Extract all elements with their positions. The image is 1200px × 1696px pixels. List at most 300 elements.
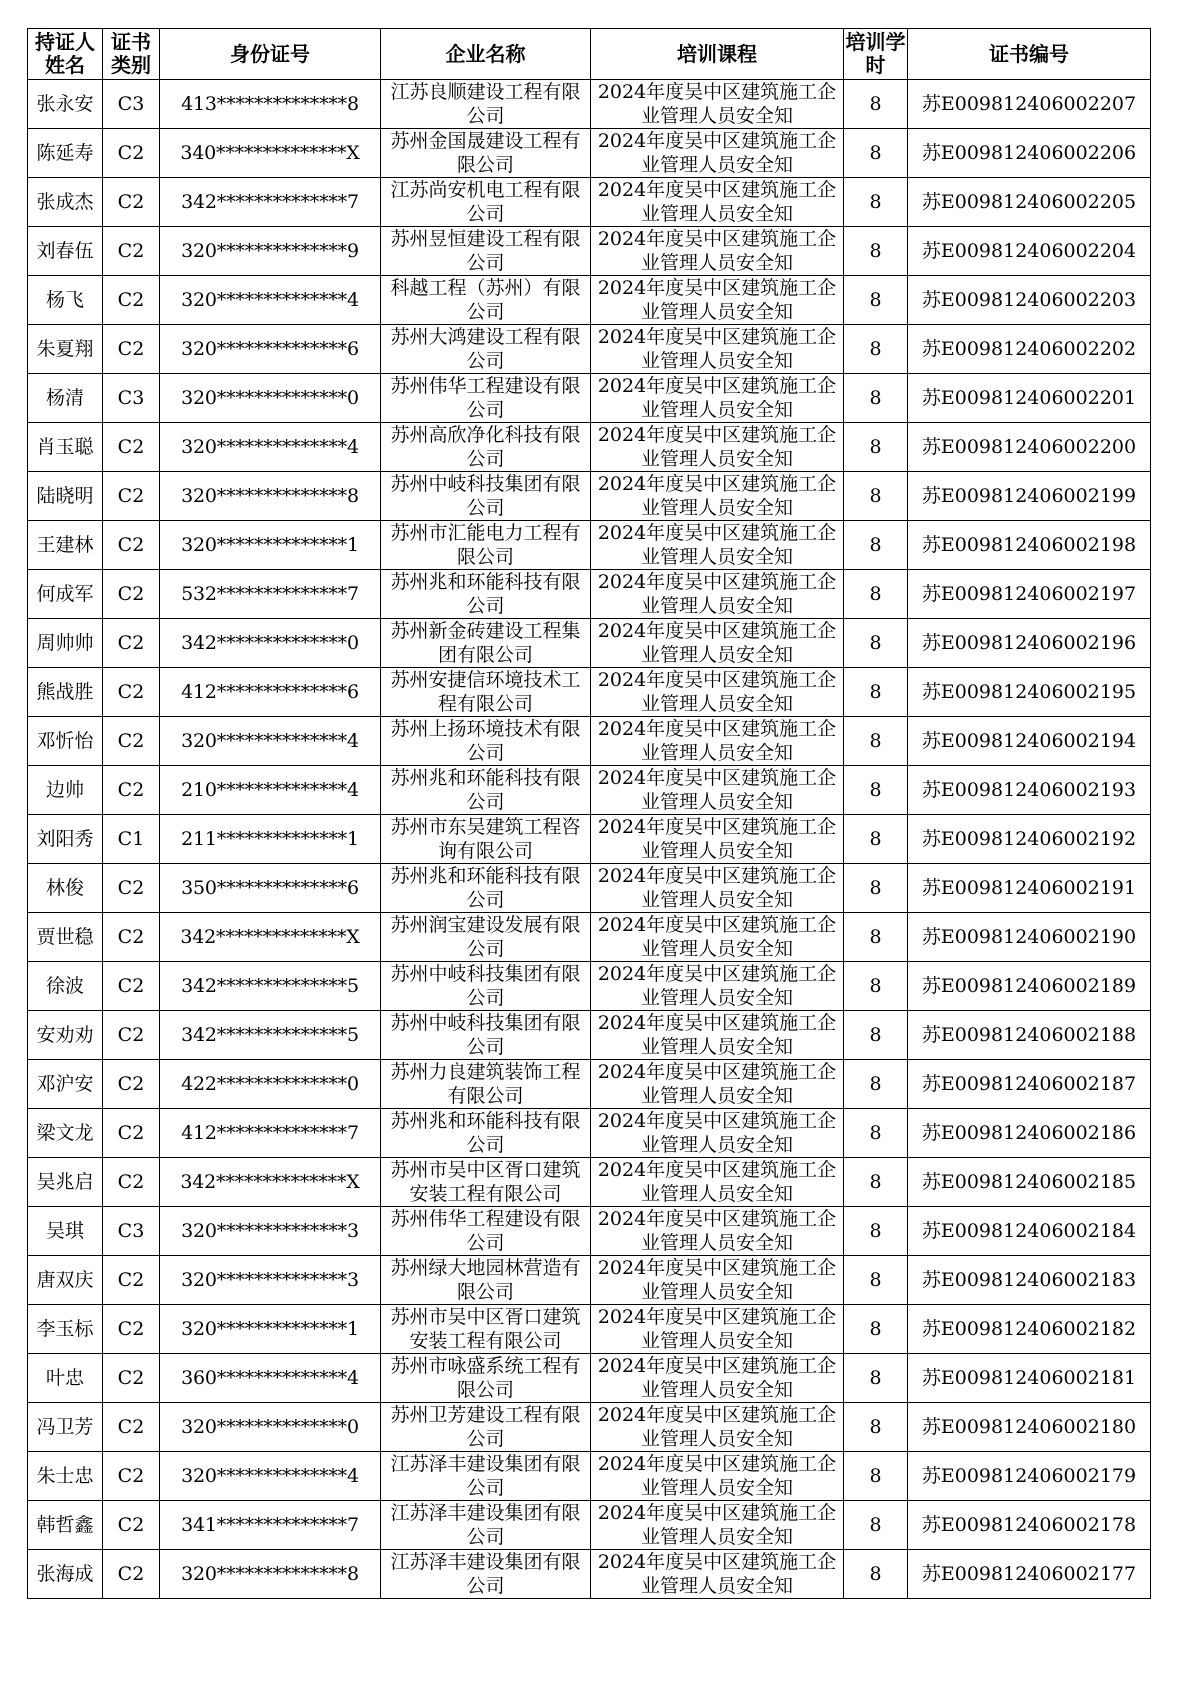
course-cell [591, 913, 844, 962]
id-number-cell [160, 1011, 381, 1060]
holder-name-cell-text: 朱士忠 [36, 1465, 94, 1487]
company-cell-text: 苏州伟华工程建设有限公司 [390, 1208, 581, 1254]
holder-name-cell [28, 1403, 103, 1452]
holder-name-cell [28, 423, 103, 472]
hours-cell-text: 8 [869, 1171, 882, 1193]
hours-cell-text: 8 [869, 338, 882, 360]
company-cell [381, 178, 591, 227]
holder-name-cell [28, 570, 103, 619]
course-cell [591, 472, 844, 521]
table-row [28, 129, 1151, 178]
id-number-cell [160, 1452, 381, 1501]
cert-type-cell [103, 717, 160, 766]
holder-name-cell-text: 杨清 [45, 387, 84, 409]
cert-number-cell-text: 苏E009812406002196 [921, 632, 1137, 654]
company-cell-text: 苏州兆和环能科技有限公司 [390, 1110, 581, 1156]
course-cell-text: 2024年度吴中区建筑施工企业管理人员安全知 [597, 375, 837, 421]
cert-type-cell-text: C2 [117, 1465, 145, 1487]
table-row [28, 1256, 1151, 1305]
cert-number-cell-text: 苏E009812406002185 [921, 1171, 1137, 1193]
hours-cell [844, 962, 908, 1011]
cert-type-cell-text: C2 [117, 289, 145, 311]
table-row [28, 766, 1151, 815]
table-row [28, 80, 1151, 129]
cert-number-cell-text: 苏E009812406002199 [921, 485, 1137, 507]
company-cell-text: 苏州昱恒建设工程有限公司 [390, 228, 581, 274]
cert-type-cell-text: C1 [117, 828, 145, 850]
cert-type-cell-text: C2 [117, 877, 145, 899]
id-number-cell [160, 913, 381, 962]
cert-type-cell [103, 178, 160, 227]
id-number-cell [160, 472, 381, 521]
hours-cell [844, 864, 908, 913]
hours-cell-text: 8 [869, 926, 882, 948]
cert-number-cell [908, 619, 1151, 668]
cert-number-cell [908, 374, 1151, 423]
cert-type-cell-text: C2 [117, 681, 145, 703]
cert-number-cell [908, 1207, 1151, 1256]
cert-type-cell-text: C2 [117, 583, 145, 605]
cert-type-cell-text: C2 [117, 534, 145, 556]
id-number-cell-text: 211**************1 [181, 828, 359, 850]
course-cell [591, 178, 844, 227]
id-number-cell [160, 1550, 381, 1599]
cert-type-cell [103, 570, 160, 619]
company-cell-text: 苏州市吴中区胥口建筑安装工程有限公司 [390, 1159, 581, 1205]
holder-name-cell-text: 安劝劝 [36, 1024, 94, 1046]
holder-name-cell-text: 杨飞 [45, 289, 84, 311]
company-cell-text: 苏州中岐科技集团有限公司 [390, 473, 581, 519]
id-number-cell [160, 80, 381, 129]
holder-name-cell-text: 李玉标 [36, 1318, 94, 1340]
hours-cell [844, 619, 908, 668]
cert-number-cell-text: 苏E009812406002177 [921, 1563, 1137, 1585]
hours-cell [844, 1060, 908, 1109]
cert-number-cell-text: 苏E009812406002202 [921, 338, 1137, 360]
table-row [28, 1060, 1151, 1109]
company-cell-text: 苏州中岐科技集团有限公司 [390, 963, 581, 1009]
holder-name-cell-text: 吴兆启 [36, 1171, 94, 1193]
hours-cell [844, 227, 908, 276]
holder-name-cell [28, 766, 103, 815]
id-number-cell [160, 1305, 381, 1354]
cert-type-cell-text: C3 [117, 93, 145, 115]
cert-number-cell [908, 717, 1151, 766]
course-cell [591, 1354, 844, 1403]
course-cell-text: 2024年度吴中区建筑施工企业管理人员安全知 [597, 767, 837, 813]
cert-type-cell [103, 1011, 160, 1060]
id-number-cell-text: 342**************0 [181, 632, 359, 654]
hours-cell [844, 1158, 908, 1207]
cert-type-cell-text: C2 [117, 730, 145, 752]
id-number-cell [160, 1354, 381, 1403]
table-row [28, 325, 1151, 374]
hours-cell-text: 8 [869, 583, 882, 605]
hours-cell [844, 1011, 908, 1060]
company-cell-text: 苏州中岐科技集团有限公司 [390, 1012, 581, 1058]
company-cell-text: 苏州安捷信环境技术工程有限公司 [390, 669, 581, 715]
hours-cell-text: 8 [869, 534, 882, 556]
cert-type-cell-text: C2 [117, 975, 145, 997]
cert-number-cell [908, 325, 1151, 374]
id-number-cell [160, 1060, 381, 1109]
holder-name-cell-text: 边帅 [45, 779, 84, 801]
holder-name-cell-text: 徐波 [45, 975, 84, 997]
cert-number-cell [908, 1256, 1151, 1305]
header-holder-name: 持证人姓名 [28, 29, 103, 80]
table-body [28, 80, 1151, 1599]
hours-cell [844, 521, 908, 570]
hours-cell-text: 8 [869, 779, 882, 801]
table-row [28, 1501, 1151, 1550]
course-cell-text: 2024年度吴中区建筑施工企业管理人员安全知 [597, 326, 837, 372]
id-number-cell-text: 320**************6 [181, 338, 359, 360]
id-number-cell-text: 412**************7 [181, 1122, 359, 1144]
course-cell-text: 2024年度吴中区建筑施工企业管理人员安全知 [597, 1404, 837, 1450]
company-cell-text: 苏州伟华工程建设有限公司 [390, 375, 581, 421]
hours-cell [844, 1305, 908, 1354]
holder-name-cell [28, 1158, 103, 1207]
cert-number-cell-text: 苏E009812406002184 [921, 1220, 1137, 1242]
hours-cell-text: 8 [869, 485, 882, 507]
company-cell [381, 472, 591, 521]
cert-number-cell [908, 521, 1151, 570]
holder-name-cell [28, 178, 103, 227]
course-cell-text: 2024年度吴中区建筑施工企业管理人员安全知 [597, 816, 837, 862]
id-number-cell-text: 320**************4 [181, 730, 359, 752]
cert-type-cell-text: C2 [117, 436, 145, 458]
cert-number-cell-text: 苏E009812406002206 [921, 142, 1137, 164]
id-number-cell [160, 276, 381, 325]
company-cell [381, 1550, 591, 1599]
id-number-cell [160, 1109, 381, 1158]
holder-name-cell-text: 肖玉聪 [36, 436, 94, 458]
id-number-cell-text: 532**************7 [181, 583, 359, 605]
cert-number-cell-text: 苏E009812406002201 [921, 387, 1137, 409]
course-cell [591, 1256, 844, 1305]
company-cell [381, 962, 591, 1011]
company-cell [381, 864, 591, 913]
holder-name-cell-text: 邓忻怡 [36, 730, 94, 752]
cert-number-cell-text: 苏E009812406002207 [921, 93, 1137, 115]
holder-name-cell [28, 1256, 103, 1305]
course-cell [591, 1403, 844, 1452]
company-cell-text: 江苏泽丰建设集团有限公司 [390, 1551, 581, 1597]
course-cell-text: 2024年度吴中区建筑施工企业管理人员安全知 [597, 1012, 837, 1058]
company-cell-text: 苏州力良建筑装饰工程有限公司 [390, 1061, 581, 1107]
cert-type-cell-text: C2 [117, 1563, 145, 1585]
course-cell [591, 668, 844, 717]
cert-type-cell [103, 1207, 160, 1256]
cert-number-cell [908, 80, 1151, 129]
cert-type-cell-text: C2 [117, 1416, 145, 1438]
table-row [28, 1207, 1151, 1256]
company-cell [381, 668, 591, 717]
course-cell-text: 2024年度吴中区建筑施工企业管理人员安全知 [597, 228, 837, 274]
course-cell [591, 766, 844, 815]
id-number-cell-text: 412**************6 [181, 681, 359, 703]
cert-number-cell [908, 1305, 1151, 1354]
table-row [28, 1403, 1151, 1452]
company-cell-text: 江苏泽丰建设集团有限公司 [390, 1453, 581, 1499]
holder-name-cell [28, 325, 103, 374]
holder-name-cell [28, 1060, 103, 1109]
course-cell [591, 1501, 844, 1550]
course-cell-text: 2024年度吴中区建筑施工企业管理人员安全知 [597, 277, 837, 323]
hours-cell-text: 8 [869, 681, 882, 703]
cert-type-cell-text: C3 [117, 387, 145, 409]
hours-cell-text: 8 [869, 1465, 882, 1487]
company-cell [381, 1158, 591, 1207]
holder-name-cell [28, 1109, 103, 1158]
hours-cell-text: 8 [869, 1073, 882, 1095]
hours-cell-text: 8 [869, 1269, 882, 1291]
holder-name-cell [28, 717, 103, 766]
id-number-cell-text: 320**************9 [181, 240, 359, 262]
cert-number-cell [908, 178, 1151, 227]
cert-number-cell-text: 苏E009812406002190 [921, 926, 1137, 948]
holder-name-cell-text: 刘阳秀 [36, 828, 94, 850]
course-cell-text: 2024年度吴中区建筑施工企业管理人员安全知 [597, 473, 837, 519]
company-cell-text: 苏州金国晟建设工程有限公司 [390, 130, 581, 176]
table-row [28, 1011, 1151, 1060]
cert-number-cell-text: 苏E009812406002189 [921, 975, 1137, 997]
course-cell-text: 2024年度吴中区建筑施工企业管理人员安全知 [597, 179, 837, 225]
cert-type-cell [103, 1501, 160, 1550]
header-cert-type: 证书类别 [103, 29, 160, 80]
course-cell-text: 2024年度吴中区建筑施工企业管理人员安全知 [597, 1159, 837, 1205]
company-cell [381, 815, 591, 864]
company-cell-text: 江苏良顺建设工程有限公司 [390, 81, 581, 127]
id-number-cell-text: 320**************8 [181, 1563, 359, 1585]
hours-cell-text: 8 [869, 730, 882, 752]
company-cell-text: 苏州市咏盛系统工程有限公司 [390, 1355, 581, 1401]
cert-number-cell [908, 864, 1151, 913]
header-row [28, 29, 1151, 80]
id-number-cell [160, 423, 381, 472]
company-cell [381, 521, 591, 570]
cert-type-cell [103, 1109, 160, 1158]
cert-number-cell-text: 苏E009812406002194 [921, 730, 1137, 752]
holder-name-cell [28, 619, 103, 668]
course-cell [591, 570, 844, 619]
table-row [28, 1550, 1151, 1599]
holder-name-cell-text: 何成军 [36, 583, 94, 605]
company-cell [381, 1256, 591, 1305]
company-cell-text: 苏州兆和环能科技有限公司 [390, 865, 581, 911]
hours-cell-text: 8 [869, 1367, 882, 1389]
course-cell-text: 2024年度吴中区建筑施工企业管理人员安全知 [597, 718, 837, 764]
cert-type-cell-text: C2 [117, 1171, 145, 1193]
course-cell-text: 2024年度吴中区建筑施工企业管理人员安全知 [597, 1502, 837, 1548]
cert-number-cell [908, 227, 1151, 276]
hours-cell-text: 8 [869, 191, 882, 213]
company-cell [381, 80, 591, 129]
cert-type-cell [103, 227, 160, 276]
cert-type-cell-text: C2 [117, 142, 145, 164]
id-number-cell [160, 227, 381, 276]
company-cell [381, 1011, 591, 1060]
id-number-cell [160, 717, 381, 766]
hours-cell [844, 1354, 908, 1403]
holder-name-cell [28, 1207, 103, 1256]
cert-number-cell-text: 苏E009812406002204 [921, 240, 1137, 262]
company-cell-text: 苏州兆和环能科技有限公司 [390, 571, 581, 617]
course-cell [591, 80, 844, 129]
hours-cell [844, 1501, 908, 1550]
table-row [28, 178, 1151, 227]
cert-number-cell-text: 苏E009812406002203 [921, 289, 1137, 311]
course-cell-text: 2024年度吴中区建筑施工企业管理人员安全知 [597, 571, 837, 617]
holder-name-cell [28, 668, 103, 717]
hours-cell [844, 1452, 908, 1501]
table-row [28, 1109, 1151, 1158]
cert-number-cell-text: 苏E009812406002193 [921, 779, 1137, 801]
hours-cell-text: 8 [869, 1318, 882, 1340]
id-number-cell [160, 864, 381, 913]
cert-number-cell-text: 苏E009812406002197 [921, 583, 1137, 605]
id-number-cell [160, 668, 381, 717]
course-cell-text: 2024年度吴中区建筑施工企业管理人员安全知 [597, 1110, 837, 1156]
id-number-cell [160, 1207, 381, 1256]
cert-type-cell [103, 864, 160, 913]
holder-name-cell-text: 陆晓明 [36, 485, 94, 507]
cert-type-cell-text: C2 [117, 240, 145, 262]
cert-type-cell [103, 374, 160, 423]
holder-name-cell [28, 276, 103, 325]
hours-cell-text: 8 [869, 877, 882, 899]
hours-cell-text: 8 [869, 142, 882, 164]
id-number-cell-text: 342**************7 [181, 191, 359, 213]
id-number-cell-text: 210**************4 [181, 779, 359, 801]
cert-number-cell [908, 1452, 1151, 1501]
hours-cell [844, 1403, 908, 1452]
course-cell [591, 1207, 844, 1256]
hours-cell-text: 8 [869, 436, 882, 458]
course-cell-text: 2024年度吴中区建筑施工企业管理人员安全知 [597, 1355, 837, 1401]
company-cell [381, 1452, 591, 1501]
hours-cell [844, 913, 908, 962]
holder-name-cell [28, 129, 103, 178]
course-cell-text: 2024年度吴中区建筑施工企业管理人员安全知 [597, 620, 837, 666]
holder-name-cell [28, 815, 103, 864]
course-cell-text: 2024年度吴中区建筑施工企业管理人员安全知 [597, 81, 837, 127]
holder-name-cell-text: 张海成 [36, 1563, 94, 1585]
id-number-cell-text: 320**************8 [181, 485, 359, 507]
table-row [28, 619, 1151, 668]
table-row [28, 1354, 1151, 1403]
cert-number-cell-text: 苏E009812406002179 [921, 1465, 1137, 1487]
cert-type-cell [103, 1354, 160, 1403]
cert-number-cell [908, 472, 1151, 521]
hours-cell-text: 8 [869, 387, 882, 409]
course-cell-text: 2024年度吴中区建筑施工企业管理人员安全知 [597, 1551, 837, 1597]
id-number-cell-text: 342**************5 [181, 975, 359, 997]
id-number-cell [160, 1158, 381, 1207]
id-number-cell-text: 342**************X [180, 926, 360, 948]
company-cell-text: 江苏泽丰建设集团有限公司 [390, 1502, 581, 1548]
cert-number-cell-text: 苏E009812406002200 [921, 436, 1137, 458]
hours-cell [844, 717, 908, 766]
course-cell [591, 1305, 844, 1354]
table-row [28, 913, 1151, 962]
hours-cell [844, 1550, 908, 1599]
holder-name-cell-text: 张成杰 [36, 191, 94, 213]
cert-number-cell [908, 1109, 1151, 1158]
course-cell-text: 2024年度吴中区建筑施工企业管理人员安全知 [597, 914, 837, 960]
holder-name-cell-text: 冯卫芳 [36, 1416, 94, 1438]
course-cell-text: 2024年度吴中区建筑施工企业管理人员安全知 [597, 1208, 837, 1254]
id-number-cell-text: 340**************X [180, 142, 360, 164]
cert-type-cell-text: C3 [117, 1220, 145, 1242]
cert-number-cell-text: 苏E009812406002187 [921, 1073, 1137, 1095]
holder-name-cell [28, 227, 103, 276]
hours-cell-text: 8 [869, 1122, 882, 1144]
hours-cell [844, 766, 908, 815]
company-cell [381, 227, 591, 276]
cert-type-cell [103, 1550, 160, 1599]
cert-type-cell-text: C2 [117, 779, 145, 801]
hours-cell [844, 1256, 908, 1305]
cert-number-cell [908, 1550, 1151, 1599]
id-number-cell [160, 766, 381, 815]
holder-name-cell-text: 刘春伍 [36, 240, 94, 262]
holder-name-cell [28, 1452, 103, 1501]
course-cell-text: 2024年度吴中区建筑施工企业管理人员安全知 [597, 963, 837, 1009]
company-cell [381, 717, 591, 766]
holder-name-cell-text: 邓沪安 [36, 1073, 94, 1095]
cert-number-cell [908, 1354, 1151, 1403]
cert-type-cell [103, 766, 160, 815]
hours-cell-text: 8 [869, 632, 882, 654]
hours-cell [844, 815, 908, 864]
holder-name-cell-text: 张永安 [36, 93, 94, 115]
table-row [28, 1305, 1151, 1354]
hours-cell-text: 8 [869, 289, 882, 311]
cert-type-cell [103, 1060, 160, 1109]
id-number-cell-text: 422**************0 [181, 1073, 359, 1095]
id-number-cell-text: 320**************4 [181, 436, 359, 458]
cert-number-cell-text: 苏E009812406002178 [921, 1514, 1137, 1536]
cert-number-cell [908, 1403, 1151, 1452]
company-cell-text: 江苏尚安机电工程有限公司 [390, 179, 581, 225]
course-cell [591, 1158, 844, 1207]
cert-type-cell [103, 1403, 160, 1452]
holder-name-cell [28, 80, 103, 129]
company-cell-text: 苏州大鸿建设工程有限公司 [390, 326, 581, 372]
id-number-cell-text: 320**************3 [181, 1220, 359, 1242]
hours-cell-text: 8 [869, 1514, 882, 1536]
course-cell [591, 1550, 844, 1599]
course-cell-text: 2024年度吴中区建筑施工企业管理人员安全知 [597, 130, 837, 176]
header-cert-number: 证书编号 [908, 29, 1151, 80]
company-cell [381, 1501, 591, 1550]
company-cell [381, 374, 591, 423]
id-number-cell-text: 320**************0 [181, 1416, 359, 1438]
holder-name-cell-text: 周帅帅 [36, 632, 94, 654]
cert-type-cell [103, 1305, 160, 1354]
course-cell-text: 2024年度吴中区建筑施工企业管理人员安全知 [597, 522, 837, 568]
course-cell-text: 2024年度吴中区建筑施工企业管理人员安全知 [597, 424, 837, 470]
cert-number-cell [908, 129, 1151, 178]
id-number-cell [160, 570, 381, 619]
id-number-cell [160, 325, 381, 374]
cert-number-cell [908, 1501, 1151, 1550]
cert-type-cell [103, 1256, 160, 1305]
company-cell-text: 苏州润宝建设发展有限公司 [390, 914, 581, 960]
cert-number-cell-text: 苏E009812406002183 [921, 1269, 1137, 1291]
cert-type-cell [103, 276, 160, 325]
